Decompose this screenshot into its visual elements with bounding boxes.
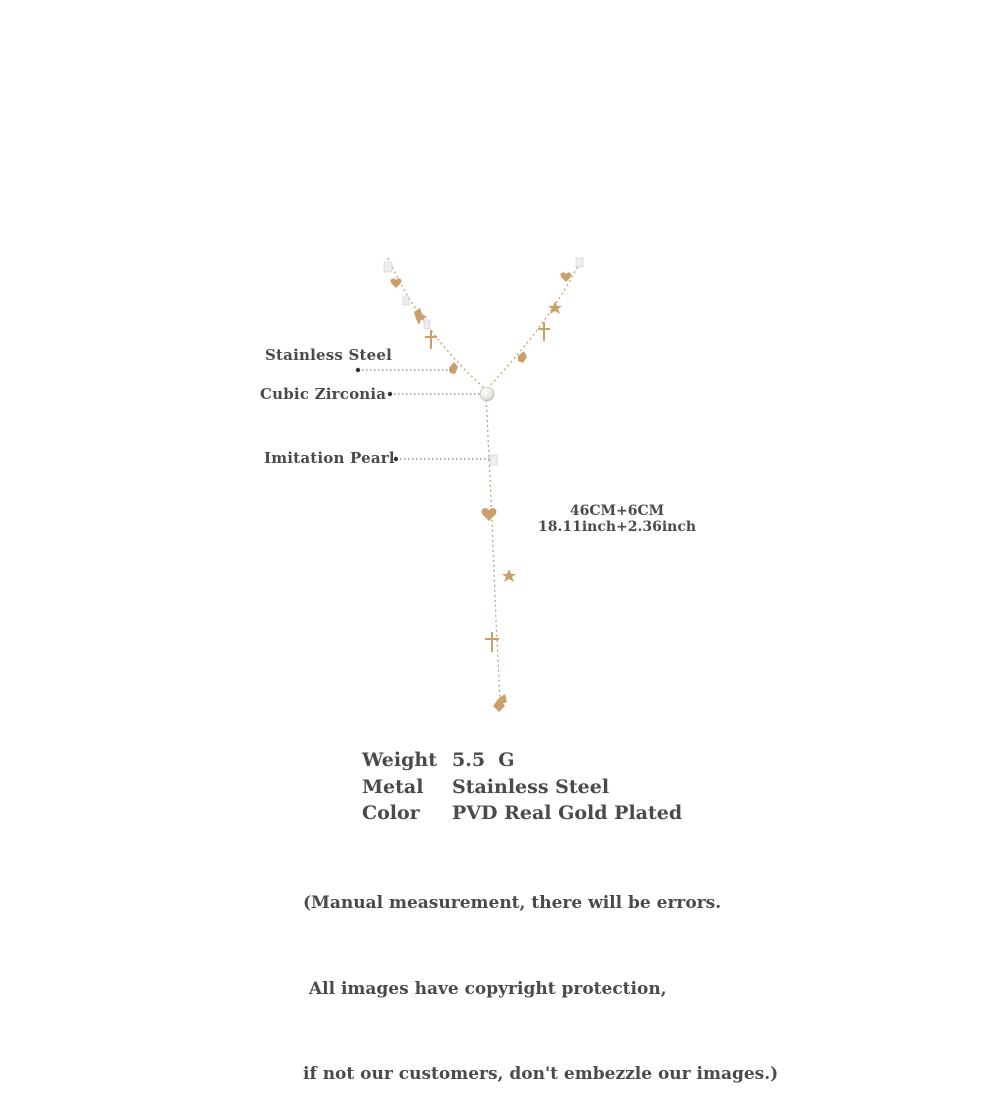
disclaimer-note	[303, 832, 778, 1117]
spec-key: Metal	[362, 775, 424, 798]
spec-value: 5.5 G	[452, 749, 515, 772]
note-line: (Manual measurement, there will be errors.	[303, 893, 722, 913]
note-line: if not our customers, don't embezzle our images.)	[303, 1064, 779, 1084]
spec-value: PVD Real Gold Plated	[452, 802, 683, 825]
spec-row-weight	[362, 747, 682, 774]
spec-table	[362, 747, 682, 827]
callout-cubic-zirconia: Cubic Zirconia	[260, 385, 387, 403]
length-cm: 46CM+6CM	[569, 503, 665, 519]
length-measurement	[538, 503, 696, 535]
spec-value: Stainless Steel	[452, 775, 610, 798]
chain-drop	[486, 395, 500, 700]
callout-stainless-steel: Stainless Steel	[265, 346, 392, 364]
spec-row-metal	[362, 774, 682, 801]
spec-key: Color	[362, 802, 420, 825]
spec-row-color	[362, 800, 682, 827]
length-inch: 18.11inch+2.36inch	[538, 519, 697, 535]
note-line: All images have copyright protection,	[303, 978, 667, 999]
callout-imitation-pearl: Imitation Pearl	[264, 449, 395, 467]
spec-key: Weight	[362, 749, 437, 772]
